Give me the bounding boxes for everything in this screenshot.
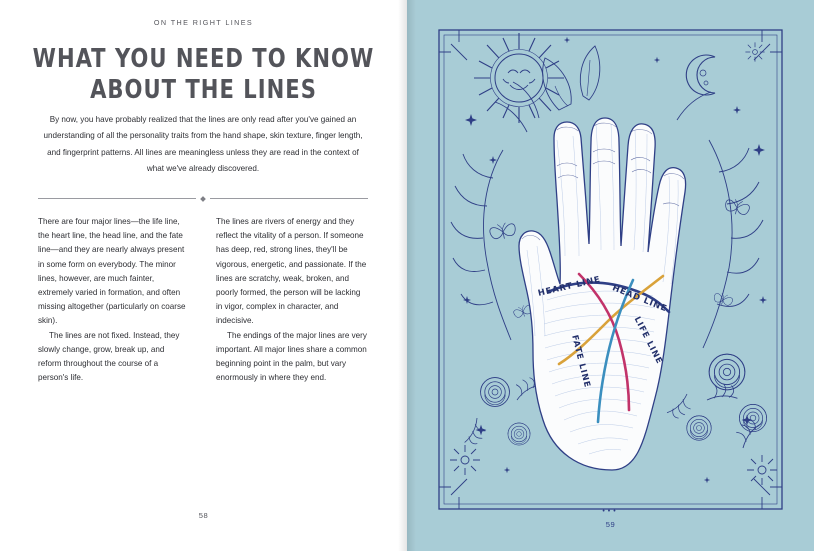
- palmistry-illustration: [407, 0, 814, 551]
- running-head: ON THE RIGHT LINES: [153, 18, 254, 27]
- paragraph: The lines are rivers of energy and they reflect the vitality of a person. If someone has deep, red, strong lines, they'll be vigorous, energetic, and passionate. If the lines are scratchy, weak, broken, and poorly formed, the person will be lacking in vigor, complex in character, and indecisive.: [216, 217, 367, 326]
- paragraph: The endings of the major lines are very important. All major lines share a common beginning point in the palm, but vary enormously in where they end.: [216, 330, 367, 383]
- page-title: [0, 44, 407, 106]
- paragraph: The lines are not fixed. Instead, they slowly change, grow, break up, and reform throughout the course of a person's life.: [38, 330, 180, 383]
- page-title-line-2: ABOUT THE LINES: [90, 75, 317, 105]
- label-heart-line: HEART LINE: [536, 273, 602, 298]
- page-number-right: 59: [605, 520, 616, 529]
- label-head-line: HEAD LINE: [611, 282, 669, 314]
- body-column-2: [216, 215, 368, 385]
- page-number-left: 58: [198, 511, 209, 520]
- right-page: [407, 0, 814, 551]
- label-life-line: LIFE LINE: [632, 314, 666, 366]
- paragraph: There are four major lines—the life line, the heart line, the head line, and the fate line—and they are nearly always present in some form on everybody. The minor lines, however, are much fainter, extremely varied in formation, and often missing altogether (particularly on coarse skin).: [38, 217, 186, 326]
- body-column-1: [38, 215, 190, 385]
- divider-rule-left: [38, 198, 196, 199]
- label-fate-line: FATE LINE: [570, 333, 593, 389]
- divider-rule-right: [210, 198, 368, 199]
- ornamental-divider: [38, 194, 368, 203]
- page-title-line-1: WHAT YOU NEED TO KNOW: [32, 44, 375, 74]
- divider-diamond-icon: [200, 196, 206, 202]
- folio-ornament: •••: [602, 508, 619, 515]
- body-columns: [38, 215, 368, 385]
- intro-paragraph: By now, you have probably realized that the lines are only read after you've gained an understanding of all the personality traits from the hand shape, skin texture, finger length, and fingerprint patterns. All lines are meaningless unless they are read in the context of what we've already discovered.: [43, 115, 363, 174]
